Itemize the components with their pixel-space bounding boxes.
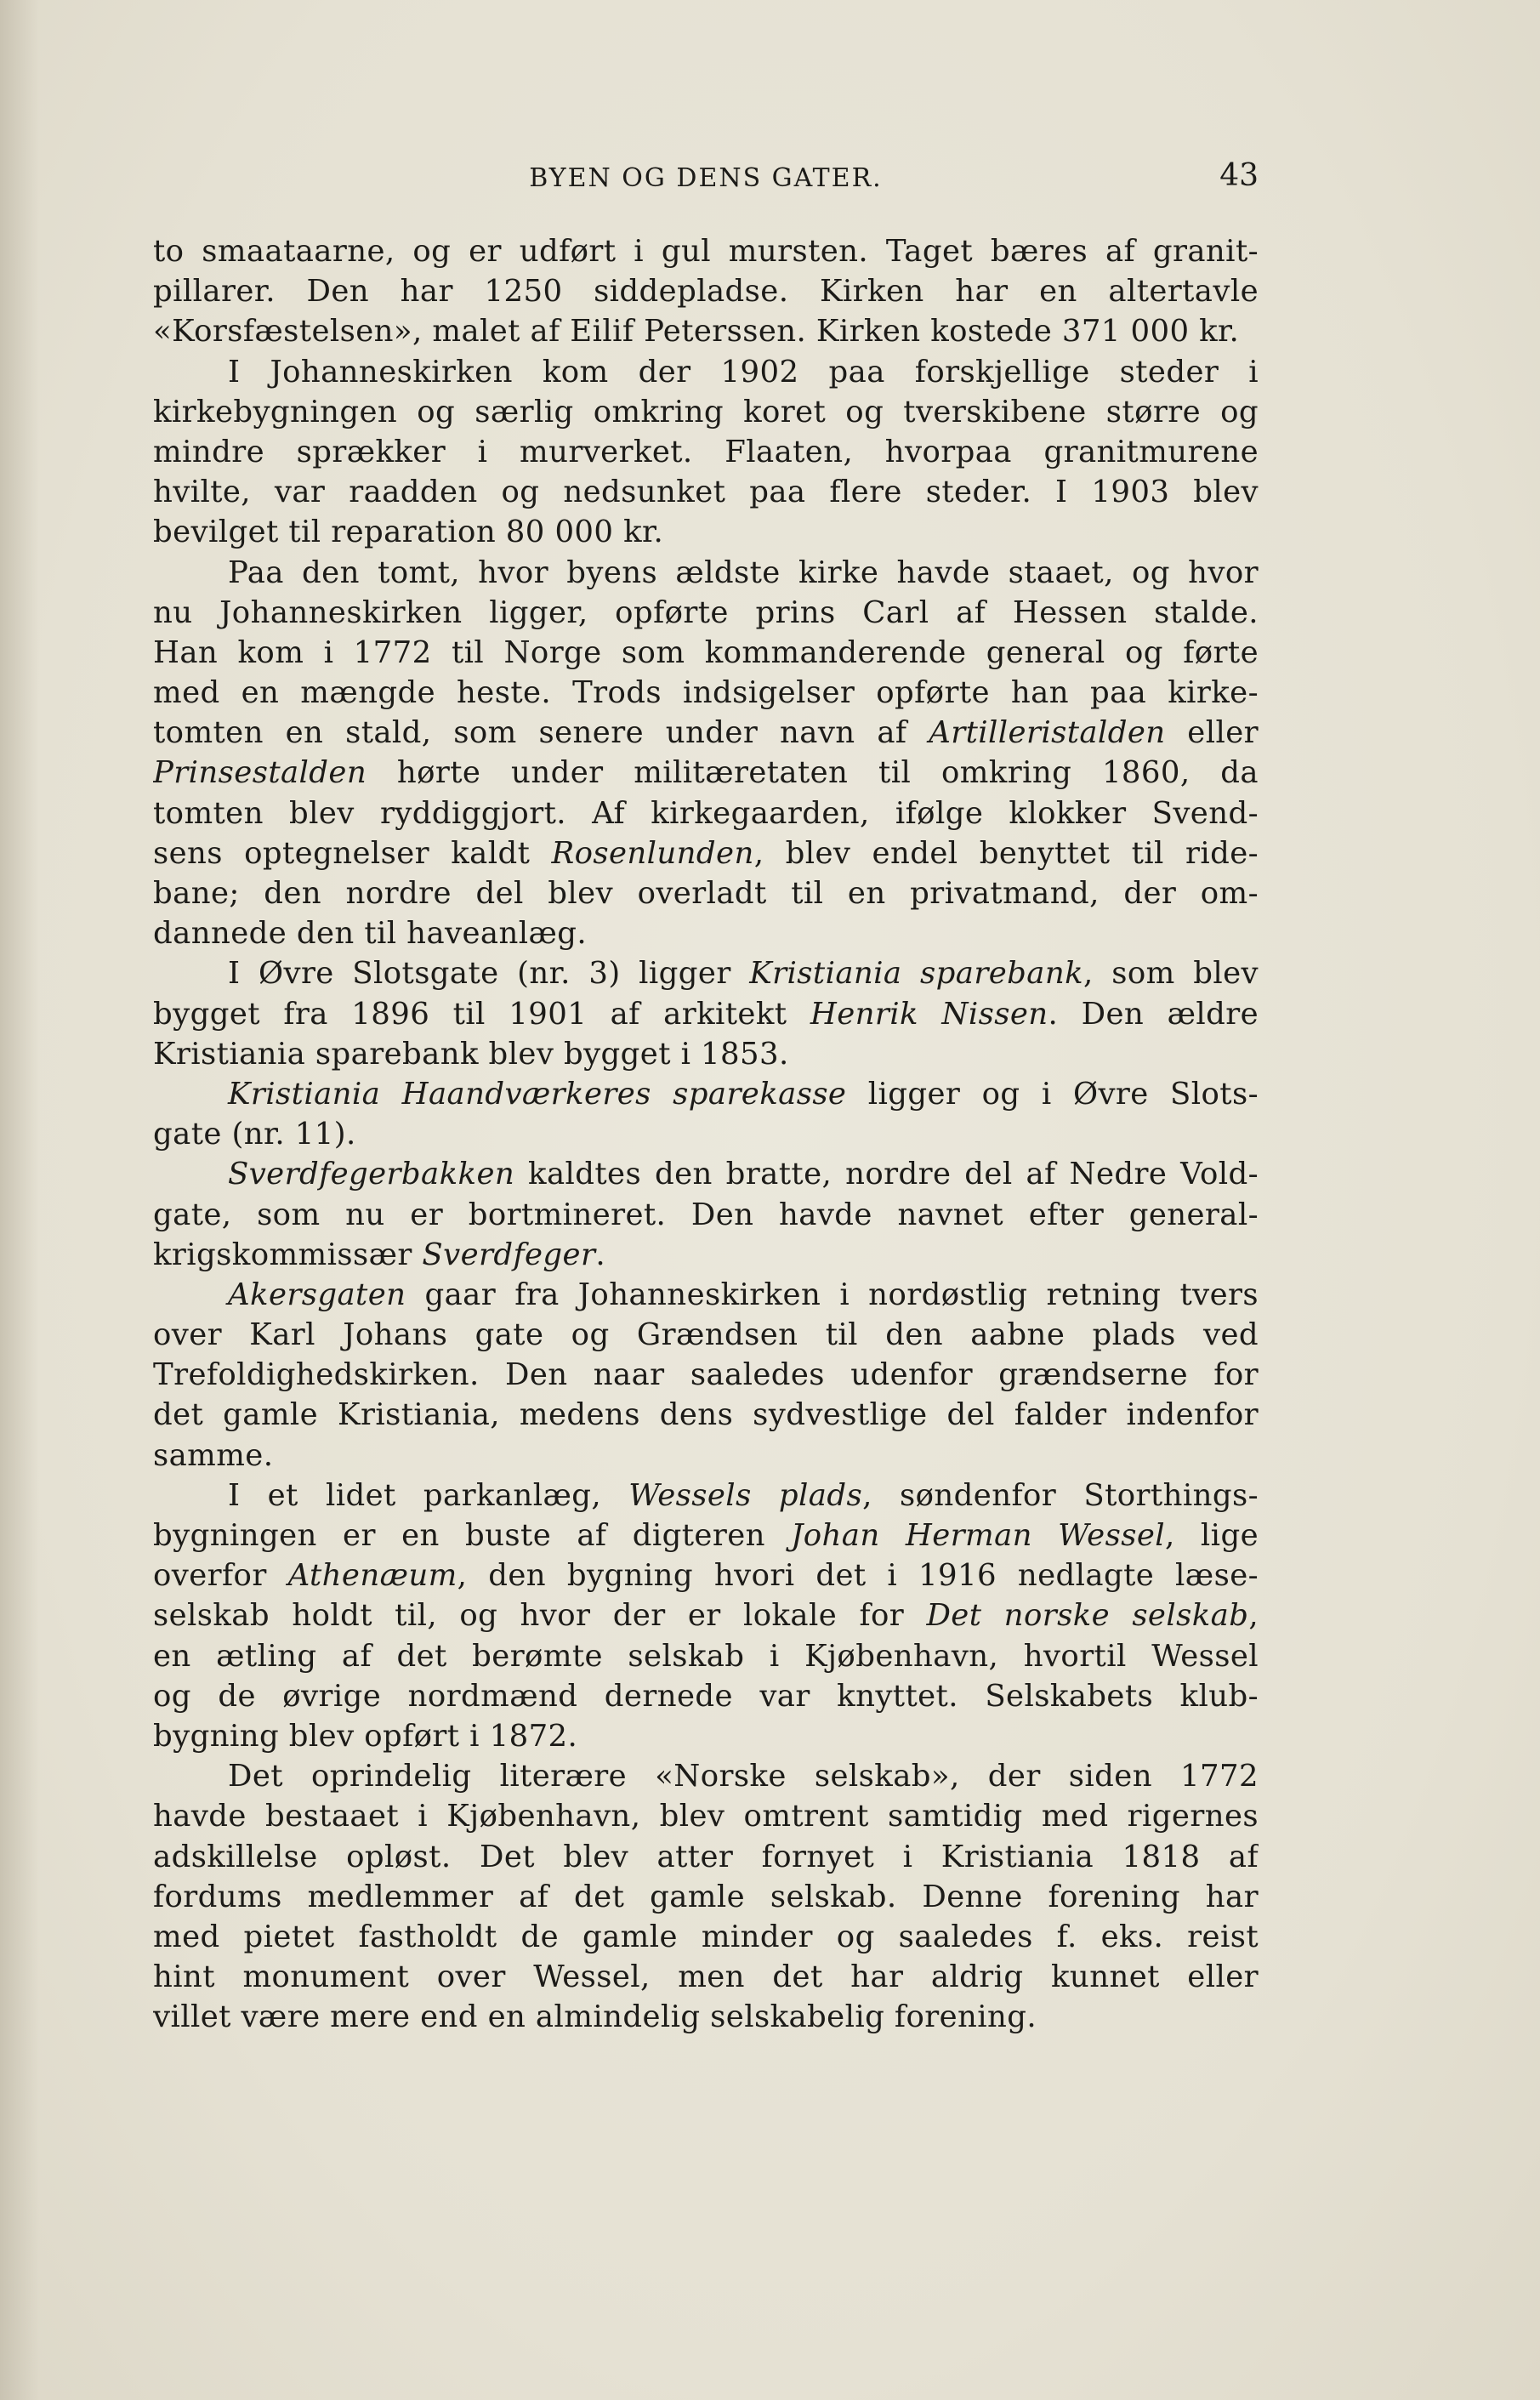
line-text: dannede den til haveanlæg.: [153, 916, 588, 952]
line-text: og de øvrige nordmænd dernede var knyttet. Selskabets klub-: [153, 1678, 1259, 1714]
text-line: [153, 432, 1259, 472]
text-line: [153, 1555, 1259, 1595]
line-text: mindre sprækker i murverket. Flaaten, hvorpaa granitmurene: [153, 434, 1259, 469]
text-line: [153, 1154, 1259, 1194]
italic-term: Rosenlunden: [551, 835, 754, 871]
line-text: gate, som nu er bortmineret. Den havde navnet efter general-: [153, 1197, 1259, 1232]
line-text: , som blev: [1083, 956, 1259, 992]
line-text: hint monument over Wessel, men det har aldrig kunnet eller: [153, 1959, 1259, 1995]
text-line: [153, 1355, 1259, 1395]
italic-term: Wessels plads: [628, 1477, 863, 1513]
line-text: nu Johanneskirken ligger, opførte prins Carl af Hessen stalde.: [153, 594, 1259, 630]
line-text: adskillelse opløst. Det blev atter fornyet i Kristiania 1818 af: [153, 1839, 1259, 1874]
text-line: [153, 593, 1259, 633]
line-text: tomten en stald, som senere under navn af: [153, 715, 929, 751]
text-line: [153, 713, 1259, 753]
line-text: overfor: [153, 1558, 288, 1594]
text-line: [153, 1917, 1259, 1957]
line-text: bygningen er en buste af digteren: [153, 1518, 792, 1553]
line-text: med pietet fastholdt de gamle minder og saaledes f. eks. reist: [153, 1919, 1259, 1954]
line-text: gaar fra Johanneskirken i nordøstlig retning tvers: [406, 1277, 1259, 1312]
line-text: Han kom i 1772 til Norge som kommanderende general og førte: [153, 634, 1259, 670]
line-text: bygning blev opført i 1872.: [153, 1718, 578, 1754]
line-text: kirkebygningen og særlig omkring koret og tverskibene større og: [153, 394, 1259, 429]
line-text: , den bygning hvori det i 1916 nedlagte læse-: [457, 1558, 1259, 1594]
line-text: . Den ældre: [1048, 996, 1259, 1032]
text-line: [153, 833, 1259, 873]
text-line: [153, 231, 1259, 271]
text-line: [153, 472, 1259, 512]
text-line: [153, 1395, 1259, 1435]
text-line: [153, 1034, 1259, 1074]
italic-term: Kristiania sparebank: [749, 956, 1083, 992]
line-text: bygget fra 1896 til 1901 af arkitekt: [153, 996, 810, 1032]
text-line: [153, 1114, 1259, 1154]
line-text: , søndenfor Storthings-: [862, 1477, 1259, 1513]
text-line: [153, 271, 1259, 311]
text-line: [153, 1957, 1259, 1997]
line-text: .: [595, 1237, 606, 1272]
line-text: gate (nr. 11).: [153, 1117, 356, 1152]
text-line: [153, 1997, 1259, 2037]
italic-term: Det norske selskab: [926, 1598, 1249, 1634]
italic-term: Artilleristalden: [929, 715, 1166, 751]
italic-term: Henrik Nissen: [810, 996, 1048, 1032]
text-line: [153, 793, 1259, 833]
text-line: [153, 1716, 1259, 1756]
line-text: selskab holdt til, og hvor der er lokale for: [153, 1598, 927, 1634]
italic-term: Athenæum: [287, 1558, 457, 1594]
spine-shadow: [0, 0, 39, 2400]
line-text: to smaataarne, og er udført i gul mursten. Taget bæres af granit-: [153, 234, 1259, 269]
text-line: [153, 1676, 1259, 1716]
text-line: [153, 1195, 1259, 1235]
text-line: [153, 873, 1259, 913]
text-line: [153, 1315, 1259, 1355]
line-text: tomten blev ryddiggjort. Af kirkegaarden, ifølge klokker Svend-: [153, 795, 1259, 831]
text-line: [153, 753, 1259, 793]
line-text: samme.: [153, 1437, 274, 1473]
text-line: [153, 512, 1259, 552]
line-text: Det oprindelig literære «Norske selskab», der siden 1772: [228, 1759, 1259, 1794]
line-text: villet være mere end en almindelig selskabelig forening.: [153, 1999, 1037, 2035]
line-text: med en mængde heste. Trods indsigelser opførte han paa kirke-: [153, 675, 1259, 711]
text-line: [153, 1476, 1259, 1516]
line-text: det gamle Kristiania, medens dens sydvestlige del falder indenfor: [153, 1397, 1259, 1433]
line-text: Paa den tomt, hvor byens ældste kirke havde staaet, og hvor: [228, 555, 1259, 590]
italic-term: Sverdfegerbakken: [228, 1157, 515, 1192]
line-text: sens optegnelser kaldt: [153, 835, 552, 871]
text-line: [153, 953, 1259, 993]
line-text: ,: [1248, 1598, 1259, 1634]
line-text: , lige: [1164, 1518, 1259, 1553]
text-line: [153, 1516, 1259, 1555]
line-text: havde bestaaet i Kjøbenhavn, blev omtrent samtidig med rigernes: [153, 1799, 1259, 1834]
line-text: bane; den nordre del blev overladt til en privatmand, der om-: [153, 876, 1259, 911]
line-text: Kristiania sparebank blev bygget i 1853.: [153, 1036, 789, 1072]
line-text: pillarer. Den har 1250 siddepladse. Kirken har en altertavle: [153, 274, 1259, 310]
line-text: en ætling af det berømte selskab i Kjøbenhavn, hvortil Wessel: [153, 1638, 1259, 1674]
text-line: [153, 1636, 1259, 1676]
text-line: [153, 1275, 1259, 1315]
line-text: over Karl Johans gate og Grændsen til den aabne plads ved: [153, 1317, 1259, 1353]
text-line: [153, 1595, 1259, 1635]
line-text: fordums medlemmer af det gamle selskab. Denne forening har: [153, 1879, 1259, 1914]
line-text: kaldtes den bratte, nordre del af Nedre Vold-: [514, 1157, 1259, 1192]
text-line: [153, 1436, 1259, 1476]
text-line: [153, 1877, 1259, 1917]
text-line: [153, 1235, 1259, 1275]
text-line: [153, 994, 1259, 1034]
text-line: [153, 553, 1259, 593]
text-line: [153, 913, 1259, 953]
italic-term: Akersgaten: [228, 1277, 406, 1312]
line-text: ligger og i Øvre Slots-: [846, 1076, 1259, 1112]
line-text: I Øvre Slotsgate (nr. 3) ligger: [228, 956, 750, 992]
text-line: [153, 392, 1259, 432]
line-text: hvilte, var raadden og nedsunket paa flere steder. I 1903 blev: [153, 475, 1259, 510]
text-line: [153, 1796, 1259, 1836]
text-line: [153, 1837, 1259, 1877]
text-line: [153, 352, 1259, 392]
line-text: «Korsfæstelsen», malet af Eilif Peterssen. Kirken kostede 371 000 kr.: [153, 314, 1240, 350]
line-text: eller: [1165, 715, 1259, 751]
text-line: [153, 633, 1259, 673]
text-line: [153, 1756, 1259, 1796]
running-head: BYEN OG DENS GATER.: [529, 163, 883, 193]
line-text: krigskommissær: [153, 1237, 423, 1272]
page-header: [153, 156, 1259, 208]
line-text: hørte under militæretaten til omkring 1860, da: [367, 755, 1259, 791]
page-number: 43: [1219, 158, 1259, 193]
body-text: [153, 231, 1259, 2037]
text-line: [153, 1074, 1259, 1114]
line-text: , blev endel benyttet til ride-: [753, 835, 1259, 871]
line-text: I et lidet parkanlæg,: [228, 1477, 629, 1513]
italic-term: Kristiania Haandværkeres sparekasse: [228, 1076, 847, 1112]
italic-term: Sverdfeger: [422, 1237, 596, 1272]
italic-term: Prinsestalden: [153, 755, 367, 791]
text-line: [153, 311, 1259, 351]
italic-term: Johan Herman Wessel: [791, 1518, 1165, 1553]
text-line: [153, 673, 1259, 713]
line-text: Trefoldighedskirken. Den naar saaledes udenfor grændserne for: [153, 1357, 1259, 1393]
line-text: bevilget til reparation 80 000 kr.: [153, 515, 664, 550]
line-text: I Johanneskirken kom der 1902 paa forskjellige steder i: [228, 354, 1259, 390]
